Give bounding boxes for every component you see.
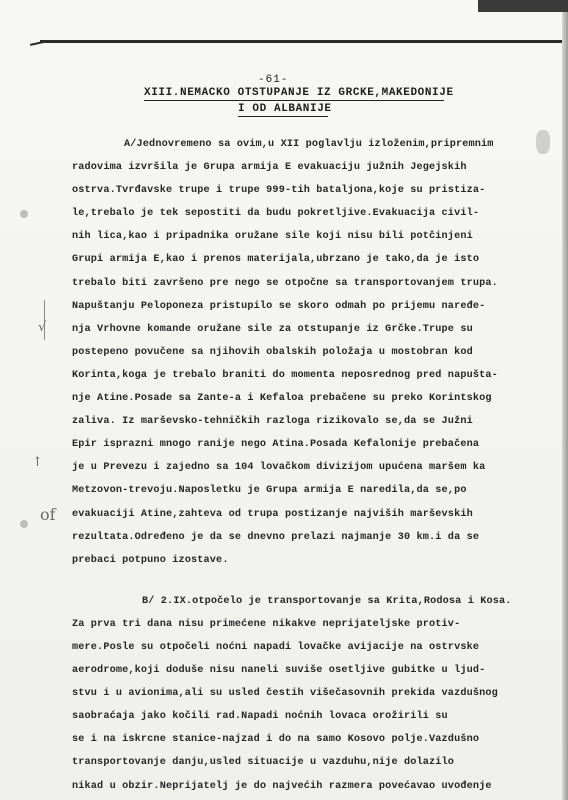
text-line: Epir isprazni mnogo ranije nego Atina.Posada Kefalonije prebačena	[72, 439, 480, 451]
punch-hole	[20, 520, 28, 528]
document-body	[72, 133, 554, 798]
text-line: A/Jednovremeno sa ovim,u XII poglavlju izloženim,pripremnim	[124, 139, 494, 150]
text-line: mere.Posle su otpočeli noćni napadi lovačke avijacije na ostrvske	[72, 641, 480, 653]
scan-border-right	[562, 0, 568, 800]
text-line: trebalo biti završeno pre nego se otpočne sa transportovanjem trupa.	[72, 277, 498, 289]
text-line: nikad u obzir.Neprijatelj je do najvećih razmera povećavao uvođenje	[72, 780, 492, 792]
text-line: B/ 2.IX.otpočelo je transportovanje sa Krita,Rodosa i Kosa.	[142, 595, 512, 607]
text-line: je u Prevezu i zajedno sa 104 lovačkom divizijom upućena maršem ka	[72, 462, 486, 474]
text-line: radovima izvršila je Grupa armija E evakuaciju južnih Jegejskih	[72, 162, 467, 174]
page-number: -61-	[258, 74, 289, 86]
title-underline	[238, 116, 328, 117]
text-line: zaliva. Iz marševsko-tehničkih razloga rizikovalo se,da se Južni	[72, 416, 473, 428]
text-line: Napuštanju Peloponeza pristupilo se skoro odmah po prijemu naređe-	[72, 300, 486, 312]
chapter-title-line-1: XIII.NEMACKO OTSTUPANJE IZ GRCKE,MAKEDONIJE	[144, 87, 454, 99]
title-underline	[144, 100, 444, 101]
text-line: Grupi armija E,kao i prenos materijala,ubrzano je tako,da je isto	[72, 254, 480, 266]
margin-annotation: of	[40, 505, 56, 524]
text-line: prebaci potpuno izostave.	[72, 554, 229, 566]
paragraph-a	[72, 133, 554, 572]
text-line: le,trebalo je tek sepostiti da budu pokretljive.Evakuacija civil-	[72, 208, 480, 220]
scan-corner-shadow	[478, 0, 568, 12]
text-line: rezultata.Određeno je da se dnevno prelazi najmanje 30 km.i da se	[72, 531, 480, 543]
text-line: postepeno povučene sa njihovih obalskih položaja u mostobran kod	[72, 346, 473, 358]
text-line: aerodrome,koji doduše nisu naneli suviše osetljive gubitke u ljud-	[72, 665, 486, 677]
punch-hole	[20, 210, 28, 218]
margin-annotation: ↑	[32, 455, 43, 470]
scan-border-top	[40, 40, 568, 43]
text-line: Za prva tri dana nisu primećene nikakve neprijateljske protiv-	[72, 618, 461, 630]
text-line: ostrva.Tvrđavske trupe i trupe 999-tih bataljona,koje su pristiza-	[72, 185, 486, 197]
text-line: transportovanje danju,usled situacije u vazduhu,nije dolazilo	[72, 757, 455, 769]
text-line: Korinta,koga je trebalo braniti do momenta neposrednog pred napušta-	[72, 369, 498, 381]
text-line: Metzovon-trevoju.Naposletku je Grupa armija E naredila,da se,po	[72, 485, 467, 497]
text-line: nih lica,kao i pripadnika oružane sile koji nisu bili potčinjeni	[72, 231, 473, 243]
margin-annotation: √	[38, 320, 47, 335]
text-line: saobraćaja jako kočili rad.Napadi noćnih lovaca orožirili su	[72, 711, 448, 723]
text-line: se i na iskrcne stanice-najzad i do na samo Kosovo polje.Vazdušno	[72, 734, 480, 746]
text-line: nja Vrhovne komande oružane sile za otstupanje iz Grčke.Trupe su	[72, 323, 473, 335]
text-line: nje Atine.Posade sa Zante-a i Kefaloa prebačene su preko Korintskog	[72, 393, 492, 405]
scan-border-corner	[30, 40, 48, 46]
text-line: stvu i u avionima,ali su usled čestih višečasovnih prekida vazdušnog	[72, 688, 498, 700]
paragraph-b	[72, 590, 554, 798]
chapter-title-line-2: I OD ALBANIJE	[238, 103, 332, 115]
text-line: evakuaciji Atine,zahteva od trupa postizanje najviših marševskih	[72, 508, 473, 520]
